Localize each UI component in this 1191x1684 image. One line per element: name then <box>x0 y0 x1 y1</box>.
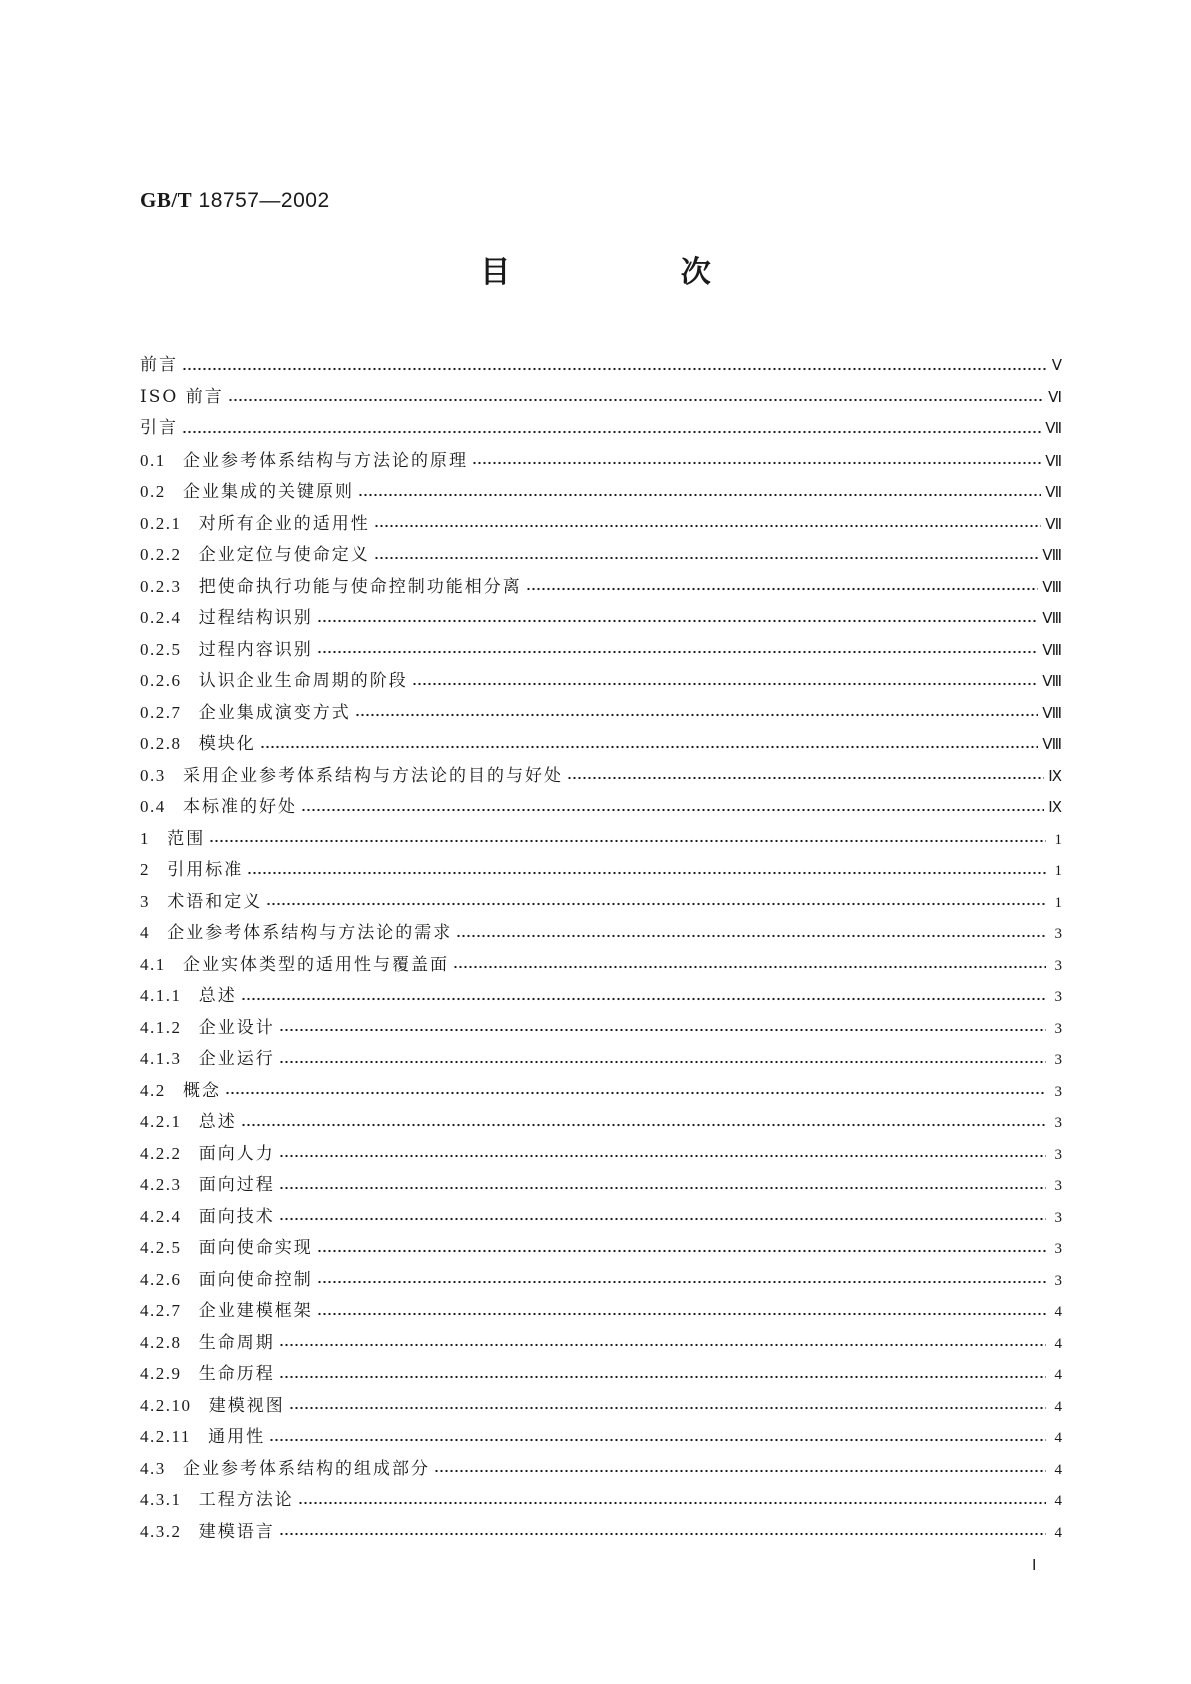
toc-entry-number: 0.4 <box>140 797 183 816</box>
toc-entry-number: 0.2.4 <box>140 608 199 627</box>
toc-dot-leader <box>269 1438 1046 1442</box>
toc-entry-page: 3 <box>1054 1209 1062 1226</box>
toc-dot-leader <box>247 871 1046 875</box>
toc-entry-number: 0.2.6 <box>140 671 199 690</box>
toc-entry[interactable] <box>140 1327 1062 1359</box>
toc-entry[interactable] <box>140 571 1062 603</box>
toc-entry[interactable] <box>140 1484 1062 1516</box>
toc-entry-number: 4.1.2 <box>140 1017 199 1037</box>
toc-dot-leader <box>317 650 1038 654</box>
toc-entry[interactable] <box>140 1358 1062 1390</box>
toc-entry[interactable] <box>140 382 1062 414</box>
toc-entry-page: Ⅷ <box>1042 611 1062 627</box>
toc-dot-leader <box>279 1060 1046 1064</box>
toc-dot-leader <box>317 1280 1046 1284</box>
toc-entry-page: 3 <box>1054 1020 1062 1037</box>
toc-entry-title: 面向过程 <box>198 1175 275 1195</box>
toc-dot-leader <box>279 1375 1046 1379</box>
toc-entry-page: 3 <box>1054 957 1062 974</box>
toc-entry-page: Ⅶ <box>1045 421 1062 437</box>
toc-entry-page: 4 <box>1054 1524 1062 1541</box>
toc-entry[interactable] <box>140 1043 1062 1075</box>
toc-entry-page: 3 <box>1054 1052 1062 1068</box>
toc-entry[interactable] <box>140 476 1062 508</box>
toc-entry-title: 企业集成演变方式 <box>198 702 351 723</box>
toc-entry-number: 0.2.2 <box>140 545 199 564</box>
toc-entry-number: 4.2.9 <box>140 1364 199 1383</box>
toc-entry-page: 1 <box>1054 863 1062 879</box>
toc-entry-page: 3 <box>1054 1146 1062 1163</box>
toc-entry-title: 认识企业生命周期的阶段 <box>198 671 408 691</box>
toc-entry-page: Ⅶ <box>1045 453 1062 470</box>
toc-entry[interactable] <box>140 1169 1062 1201</box>
toc-entry-page: Ⅷ <box>1042 674 1062 690</box>
toc-entry-page: 3 <box>1054 989 1062 1005</box>
toc-entry-number: 4 <box>140 923 168 942</box>
toc-entry-title: 面向技术 <box>198 1206 275 1227</box>
toc-entry-title: 通用性 <box>208 1427 266 1447</box>
toc-entry-number: 4.2 <box>140 1080 183 1100</box>
toc-dot-leader <box>182 430 1041 434</box>
toc-entry-page: Ⅷ <box>1042 642 1062 659</box>
toc-entry-title: 本标准的好处 <box>183 797 297 817</box>
toc-entry-title: 面向使命实现 <box>198 1238 313 1258</box>
toc-dot-leader <box>374 556 1038 560</box>
toc-entry-title: 面向人力 <box>198 1143 275 1164</box>
toc-entry-title: 把使命执行功能与使命控制功能相分离 <box>198 576 522 597</box>
toc-entry-title: 面向使命控制 <box>198 1269 313 1290</box>
toc-dot-leader <box>355 713 1038 717</box>
toc-entry[interactable] <box>140 1232 1062 1264</box>
toc-entry-number: 0.3 <box>140 765 183 785</box>
toc-dot-leader <box>289 1406 1046 1410</box>
toc-entry[interactable] <box>140 1075 1062 1107</box>
toc-entry-number: 3 <box>140 891 168 911</box>
toc-entry-title: 模块化 <box>198 734 256 754</box>
toc-dot-leader <box>317 1312 1046 1316</box>
page-title: 目 次 <box>480 255 791 290</box>
toc-entry-title: 企业参考体系结构与方法论的需求 <box>167 923 453 943</box>
toc-dot-leader <box>453 965 1046 969</box>
toc-dot-leader <box>279 1217 1046 1221</box>
toc-dot-leader <box>298 1501 1046 1505</box>
toc-dot-leader <box>317 1249 1046 1253</box>
toc-entry[interactable] <box>140 602 1062 634</box>
toc-dot-leader <box>434 1469 1046 1473</box>
toc-dot-leader <box>225 1091 1046 1095</box>
toc-entry-page: Ⅶ <box>1045 485 1062 501</box>
toc-entry-number: 4.2.6 <box>140 1269 199 1289</box>
toc-dot-leader <box>182 367 1046 371</box>
toc-entry-page: Ⅸ <box>1048 768 1062 785</box>
toc-entry-title: 企业实体类型的适用性与覆盖面 <box>183 954 449 975</box>
toc-entry[interactable] <box>140 949 1062 981</box>
toc-entry-number: 4.1 <box>140 954 183 974</box>
toc-entry[interactable] <box>140 508 1062 540</box>
toc-entry-number: 4.3.2 <box>140 1521 199 1541</box>
toc-entry-title: 术语和定义 <box>167 891 263 912</box>
toc-entry[interactable] <box>140 665 1062 697</box>
toc-dot-leader <box>279 1343 1046 1347</box>
toc-dot-leader <box>412 682 1038 686</box>
toc-entry[interactable] <box>140 1264 1062 1296</box>
toc-entry[interactable] <box>140 445 1062 477</box>
toc-entry-title: 生命历程 <box>198 1364 275 1384</box>
toc-entry[interactable] <box>140 1106 1062 1138</box>
toc-entry-title: 工程方法论 <box>198 1490 294 1510</box>
toc-dot-leader <box>209 839 1046 843</box>
document-header <box>140 188 330 213</box>
toc-entry[interactable] <box>140 539 1062 571</box>
toc-dot-leader <box>266 902 1046 906</box>
toc-entry-title: 前言 <box>140 355 178 375</box>
toc-entry[interactable] <box>140 1201 1062 1233</box>
toc-entry[interactable] <box>140 728 1062 760</box>
toc-entry-page: Ⅷ <box>1042 548 1062 564</box>
toc-entry-page: 3 <box>1054 1272 1062 1289</box>
toc-entry-number: 4.2.5 <box>140 1238 199 1257</box>
toc-entry[interactable] <box>140 980 1062 1012</box>
toc-entry-page: 1 <box>1054 894 1062 911</box>
toc-entry-title: 范围 <box>167 828 206 849</box>
table-of-contents <box>140 350 1062 1547</box>
toc-entry[interactable] <box>140 1012 1062 1044</box>
toc-entry-title: 引言 <box>140 418 178 438</box>
toc-entry-number: 4.2.11 <box>140 1427 209 1446</box>
toc-entry[interactable] <box>140 760 1062 792</box>
toc-entry-title: 企业参考体系结构的组成部分 <box>183 1458 430 1479</box>
toc-entry-number: 4.2.4 <box>140 1206 199 1226</box>
toc-entry-number: 4.1.1 <box>140 986 199 1005</box>
toc-entry[interactable] <box>140 1516 1062 1548</box>
toc-dot-leader <box>241 1123 1046 1127</box>
toc-dot-leader <box>358 493 1041 497</box>
toc-entry-page: 3 <box>1054 926 1062 942</box>
toc-entry-number: 0.2.5 <box>140 639 199 659</box>
toc-entry-number: 0.2.3 <box>140 576 199 596</box>
toc-entry-title: 企业建模框架 <box>198 1301 313 1321</box>
toc-dot-leader <box>279 1186 1046 1190</box>
toc-entry-number: 4.2.10 <box>140 1395 209 1415</box>
toc-entry[interactable] <box>140 697 1062 729</box>
toc-entry-number: 4.1.3 <box>140 1049 199 1068</box>
toc-entry-number: 4.2.1 <box>140 1112 199 1131</box>
toc-entry[interactable] <box>140 413 1062 445</box>
toc-entry-page: 4 <box>1054 1430 1062 1446</box>
toc-entry[interactable] <box>140 1138 1062 1170</box>
toc-entry-number: 4.2.3 <box>140 1175 199 1194</box>
toc-entry-page: 3 <box>1054 1115 1062 1131</box>
toc-dot-leader <box>472 461 1041 465</box>
toc-dot-leader <box>567 776 1044 780</box>
toc-entry[interactable] <box>140 917 1062 949</box>
toc-entry-title: 引用标准 <box>167 860 244 880</box>
toc-entry[interactable] <box>140 1390 1062 1422</box>
toc-entry-page: 4 <box>1054 1367 1062 1383</box>
toc-entry-page: Ⅷ <box>1042 705 1062 722</box>
toc-entry-number: 0.2.7 <box>140 702 199 722</box>
toc-dot-leader <box>374 524 1041 528</box>
toc-entry-number: 1 <box>140 828 168 848</box>
toc-entry-title: ISO 前言 <box>140 386 224 407</box>
toc-entry-title: 采用企业参考体系结构与方法论的目的与好处 <box>183 765 563 786</box>
toc-entry-title: 生命周期 <box>198 1332 275 1353</box>
toc-entry-number: 0.2.1 <box>140 513 199 533</box>
toc-entry[interactable] <box>140 1295 1062 1327</box>
toc-entry-number: 4.2.7 <box>140 1301 199 1320</box>
toc-entry-page: Ⅷ <box>1042 737 1062 753</box>
toc-entry-title: 企业设计 <box>198 1017 275 1038</box>
toc-entry-page: Ⅶ <box>1045 516 1062 533</box>
toc-entry-title: 总述 <box>198 986 237 1006</box>
toc-entry-number: 0.2 <box>140 482 183 501</box>
toc-entry-number: 0.2.8 <box>140 734 199 753</box>
toc-dot-leader <box>317 619 1038 623</box>
toc-entry-page: 4 <box>1054 1304 1062 1320</box>
toc-entry-title: 总述 <box>198 1112 237 1132</box>
toc-entry-page: 3 <box>1054 1178 1062 1194</box>
toc-entry[interactable] <box>140 886 1062 918</box>
toc-entry-title: 企业运行 <box>198 1049 275 1069</box>
toc-dot-leader <box>279 1154 1046 1158</box>
toc-entry-page: 4 <box>1054 1335 1062 1352</box>
toc-entry-page: 4 <box>1054 1461 1062 1478</box>
toc-entry[interactable] <box>140 634 1062 666</box>
toc-dot-leader <box>526 587 1038 591</box>
toc-entry[interactable] <box>140 1453 1062 1485</box>
toc-entry[interactable] <box>140 823 1062 855</box>
toc-entry-page: 4 <box>1054 1398 1062 1415</box>
toc-entry-page: Ⅸ <box>1048 800 1062 816</box>
toc-entry-number: 2 <box>140 860 168 879</box>
toc-dot-leader <box>456 934 1046 938</box>
toc-entry-page: 3 <box>1054 1083 1062 1100</box>
toc-entry-title: 过程结构识别 <box>198 608 313 628</box>
toc-entry-title: 企业集成的关键原则 <box>183 482 354 502</box>
toc-entry-page: 1 <box>1054 831 1062 848</box>
toc-entry-title: 对所有企业的适用性 <box>198 513 370 534</box>
toc-entry-page: Ⅴ <box>1051 358 1062 374</box>
toc-dot-leader <box>260 745 1038 749</box>
toc-entry-number: 4.2.8 <box>140 1332 199 1352</box>
toc-entry[interactable] <box>140 854 1062 886</box>
toc-entry-number: 4.3.1 <box>140 1490 199 1509</box>
toc-entry[interactable] <box>140 791 1062 823</box>
toc-entry-number: 4.3 <box>140 1458 183 1478</box>
standard-code: GB/T <box>140 188 193 212</box>
toc-entry-title: 建模视图 <box>208 1395 285 1416</box>
toc-entry-page: 4 <box>1054 1493 1062 1509</box>
toc-entry-title: 过程内容识别 <box>198 639 313 660</box>
toc-dot-leader <box>241 997 1046 1001</box>
toc-entry-page: 3 <box>1054 1241 1062 1257</box>
toc-entry-title: 企业定位与使命定义 <box>198 545 370 565</box>
standard-number: 18757—2002 <box>198 189 330 212</box>
toc-dot-leader <box>301 808 1044 812</box>
toc-dot-leader <box>279 1532 1046 1536</box>
toc-entry-title: 企业参考体系结构与方法论的原理 <box>183 450 468 471</box>
toc-entry-page: Ⅵ <box>1048 389 1062 406</box>
toc-entry-number: 0.1 <box>140 450 183 470</box>
toc-entry-title: 概念 <box>183 1080 221 1101</box>
page-number: Ⅰ <box>1032 1558 1037 1574</box>
toc-entry-number: 4.2.2 <box>140 1143 199 1163</box>
toc-entry[interactable] <box>140 1421 1062 1453</box>
toc-entry-page: Ⅷ <box>1042 579 1062 596</box>
toc-entry-title: 建模语言 <box>198 1521 275 1542</box>
toc-dot-leader <box>279 1028 1046 1032</box>
toc-dot-leader <box>228 398 1044 402</box>
toc-entry[interactable] <box>140 350 1062 382</box>
